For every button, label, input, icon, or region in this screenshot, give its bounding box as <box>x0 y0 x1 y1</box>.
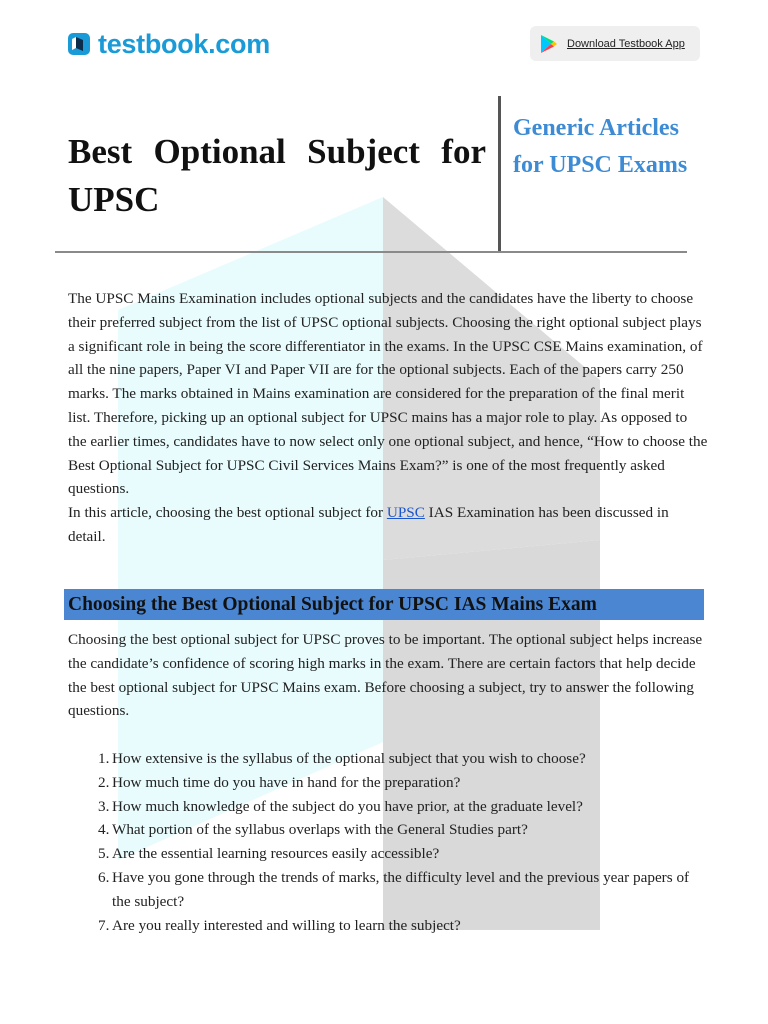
list-item: 6. Have you gone through the trends of marks, the difficulty level and the previous year papers of the subject? <box>98 868 690 910</box>
logo-text: testbook.com <box>98 28 270 59</box>
section-heading-banner <box>64 589 704 620</box>
testbook-logo[interactable] <box>68 28 270 60</box>
list-item: 2. How much time do you have in hand for the preparation? <box>98 773 461 791</box>
testbook-logo-icon <box>68 31 90 57</box>
page-title: Best Optional Subject for UPSC <box>68 132 486 219</box>
intro-section <box>68 287 708 549</box>
section-body <box>68 628 708 723</box>
title-divider-vertical <box>498 96 501 252</box>
category-title: Generic Articles for UPSC Exams <box>513 115 688 178</box>
section-paragraph: Choosing the best optional subject for UPSC proves to be important. The optional subject helps increase the candidate’s confidence of scoring high marks in the exam. There are certain factors that help decide the best optional subject for UPSC Mains exam. Before choosing a subject, try to answer the following questions. <box>68 631 703 720</box>
section-heading: Choosing the Best Optional Subject for UPSC IAS Mains Exam <box>68 593 597 615</box>
list-item: 1. How extensive is the syllabus of the optional subject that you wish to choose? <box>98 750 586 767</box>
download-app-label: Download Testbook App <box>567 37 685 50</box>
list-item: 7. Are you really interested and willing to learn the subject? <box>98 916 461 934</box>
upsc-link[interactable]: UPSC <box>386 504 425 522</box>
questions-list <box>68 747 708 937</box>
google-play-icon <box>540 34 558 54</box>
article-paragraph: In this article, choosing the best optional subject for UPSC IAS Examination has been discussed in detail. <box>68 504 669 545</box>
download-app-button[interactable] <box>530 26 700 61</box>
title-divider-horizontal <box>55 251 687 253</box>
intro-paragraph: The UPSC Mains Examination includes optional subjects and the candidates have the liberty to choose their preferred subject from the list of UPSC optional subjects. Choosing the right optional subject plays a significant role in being the score differentiator in the exams. In the UPSC CSE Mains examination, of all the nine papers, Paper VI and Paper VII are for the optional subjects. Each of the papers carry 250 marks. The marks obtained in Mains examination are considered for the preparation of the final merit list. Therefore, picking up an optional subject for UPSC mains has a major role to play. As opposed to the earlier times, candidates have to now select only one optional subject, and hence, “How to choose the Best Optional Subject for UPSC Civil Services Mains Exam?” is one of the most frequently asked questions. <box>68 290 708 498</box>
list-item: 5. Are the essential learning resources easily accessible? <box>98 845 440 863</box>
list-item: 3. How much knowledge of the subject do you have prior, at the graduate level? <box>98 797 583 815</box>
list-item: 4. What portion of the syllabus overlaps with the General Studies part? <box>98 821 528 839</box>
